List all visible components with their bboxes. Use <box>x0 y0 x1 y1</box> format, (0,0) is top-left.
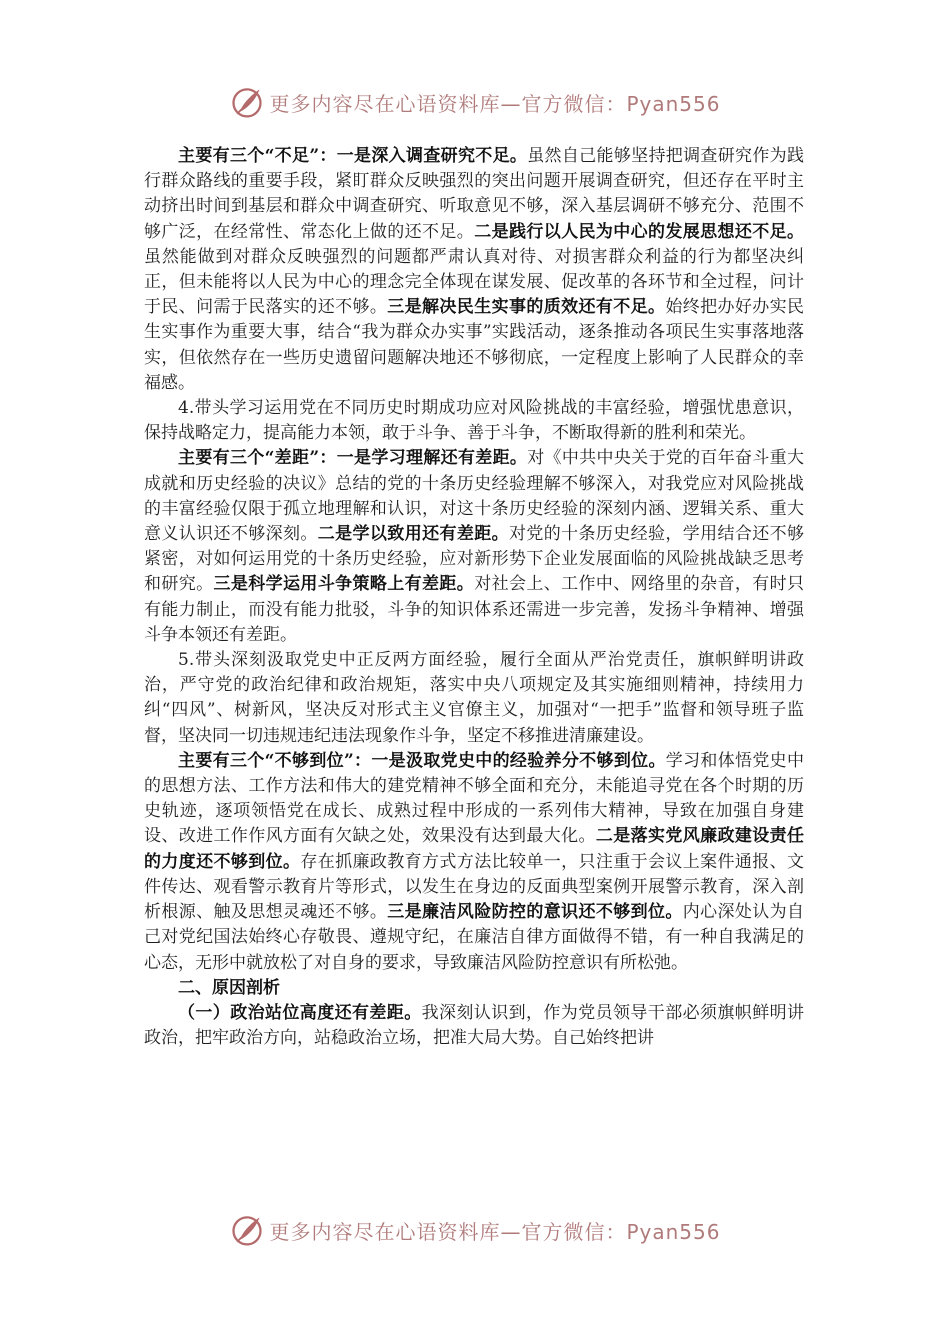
section-heading-cause-analysis <box>144 976 804 1001</box>
body-text: 虽然自己能够坚持把调查研究作为践行群众路线的重要手段，紧盯群众反映强烈的突出问题开展调查研究，但还存在平时主动挤出时间到基层和群众中调查研究、听取意见不够，深入基层调研不够充分、范围不够广泛，在经常性、常态化上做的还不足。 <box>144 146 804 242</box>
body-text: 存在抓廉政教育方式方法比较单一，只注重于会议上案件通报、文件传达、观看警示教育片等形式，以发生在身边的反面典型案例开展警示教育，深入剖析根源、触及思想灵魂还不够。 <box>144 851 804 923</box>
body-text: 对《中共中央关于党的百年奋斗重大成就和历史经验的决议》总结的党的十条历史经验理解不够深入，对我党应对风险挑战的丰富经验仅限于孤立地理解和认识，对这十条历史经验的深刻内涵、逻辑关系、重大意义认识还不够深刻。 <box>144 448 804 545</box>
bold-phrase: 主要有三个“差距”：一是学习理解还有差距。 <box>178 448 528 469</box>
body-text: 学习和体悟党史中的思想方法、工作方法和伟大的建党精神不够全面和充分，未能追寻党在各个时期的历史轨迹，逐项领悟党在成长、成熟过程中形成的一系列伟大精神，导致在加强自身建设、改进工作作风方面有欠缺之处，效果没有达到最大化。 <box>144 750 805 847</box>
header-banner-text: 更多内容尽在心语资料库—官方微信：Pyan556 <box>269 91 721 116</box>
bold-phrase: 三是科学运用斗争策略上有差距。 <box>213 574 475 595</box>
body-text: 对党的十条历史经验，学用结合还不够紧密，对如何运用党的十条历史经验，应对新形势下企业发展面临的风险挑战缺乏思考和研究。 <box>144 524 805 595</box>
bold-phrase: 二是践行以人民为中心的发展思想还不足。 <box>474 221 805 242</box>
body-text: 始终把办好办实民生实事作为重要大事，结合“我为群众办实事”实践活动，逐条推动各项民生实事落地落实，但依然存在一些历史遗留问题解决地还不够彻底，一定程度上影响了人民群众的幸福感。 <box>144 297 805 393</box>
bold-phrase: 主要有三个“不够到位”：一是汲取党史中的经验养分不够到位。 <box>178 750 666 771</box>
bold-phrase: （一）政治站位高度还有差距。 <box>178 1002 422 1023</box>
header-banner <box>0 82 950 122</box>
body-text: 4.带头学习运用党在不同历史时期成功应对风险挑战的丰富经验，增强忧患意识，保持战略定力，提高能力本领，敢于斗争、善于斗争，不断取得新的胜利和荣光。 <box>144 398 804 444</box>
document-body <box>144 144 804 1051</box>
body-text: 内心深处认为自己对党纪国法始终心存敬畏、遵规守纪，在廉洁自律方面做得不错，有一种自我满足的心态，无形中就放松了对自身的要求，导致廉洁风险防控意识有所松弛。 <box>144 902 805 973</box>
section-heading: 二、原因剖析 <box>178 977 280 998</box>
footer-banner <box>0 1210 950 1250</box>
footer-banner-text: 更多内容尽在心语资料库—官方微信：Pyan556 <box>269 1219 721 1244</box>
bold-phrase: 二是落实党风廉政建设责任的力度还不够到位。 <box>144 826 805 872</box>
body-text: 虽然能做到对群众反映强烈的问题都严肃认真对待、对损害群众利益的行为都坚决纠正，但未能将以人民为中心的理念完全体现在谋发展、促改革的各环节和全过程，问计于民、问需于民落实的还不够。 <box>144 246 804 318</box>
paragraph-political-stance <box>144 1001 804 1051</box>
body-text: 我深刻认识到，作为党员领导干部必须旗帜鲜明讲政治，把牢政治方向，站稳政治立场，把准大局大势。自己始终把讲 <box>144 1002 805 1049</box>
bold-phrase: 三是廉洁风险防控的意识还不够到位。 <box>387 902 683 923</box>
paragraph-three-not-in-place <box>144 749 804 976</box>
quill-logo-icon <box>229 84 265 120</box>
bold-phrase: 主要有三个“不足”：一是深入调查研究不足。 <box>178 146 528 166</box>
bold-phrase: 二是学以致用还有差距。 <box>317 524 509 545</box>
body-text: 5.带头深刻汲取党史中正反两方面经验，履行全面从严治党责任，旗帜鲜明讲政治，严守党的政治纪律和政治规矩，落实中央八项规定及其实施细则精神，持续用力纠“四风”、树新风，坚决反对形式主义官僚主义，加强对“一把手”监督和领导班子监督，坚决同一切违规违纪违法现象作斗争，坚定不移推进清廉建设。 <box>144 650 804 746</box>
paragraph-item-5 <box>144 648 804 749</box>
body-text: 对社会上、工作中、网络里的杂音，有时只有能力制止，而没有能力批驳，斗争的知识体系还需进一步完善，发扬斗争精神、增强斗争本领还有差距。 <box>144 574 805 645</box>
bold-phrase: 三是解决民生实事的质效还有不足。 <box>387 297 666 318</box>
paragraph-three-gaps <box>144 446 804 648</box>
quill-logo-icon <box>229 1212 265 1248</box>
paragraph-item-4 <box>144 396 804 446</box>
paragraph-three-shortfalls <box>144 144 804 396</box>
